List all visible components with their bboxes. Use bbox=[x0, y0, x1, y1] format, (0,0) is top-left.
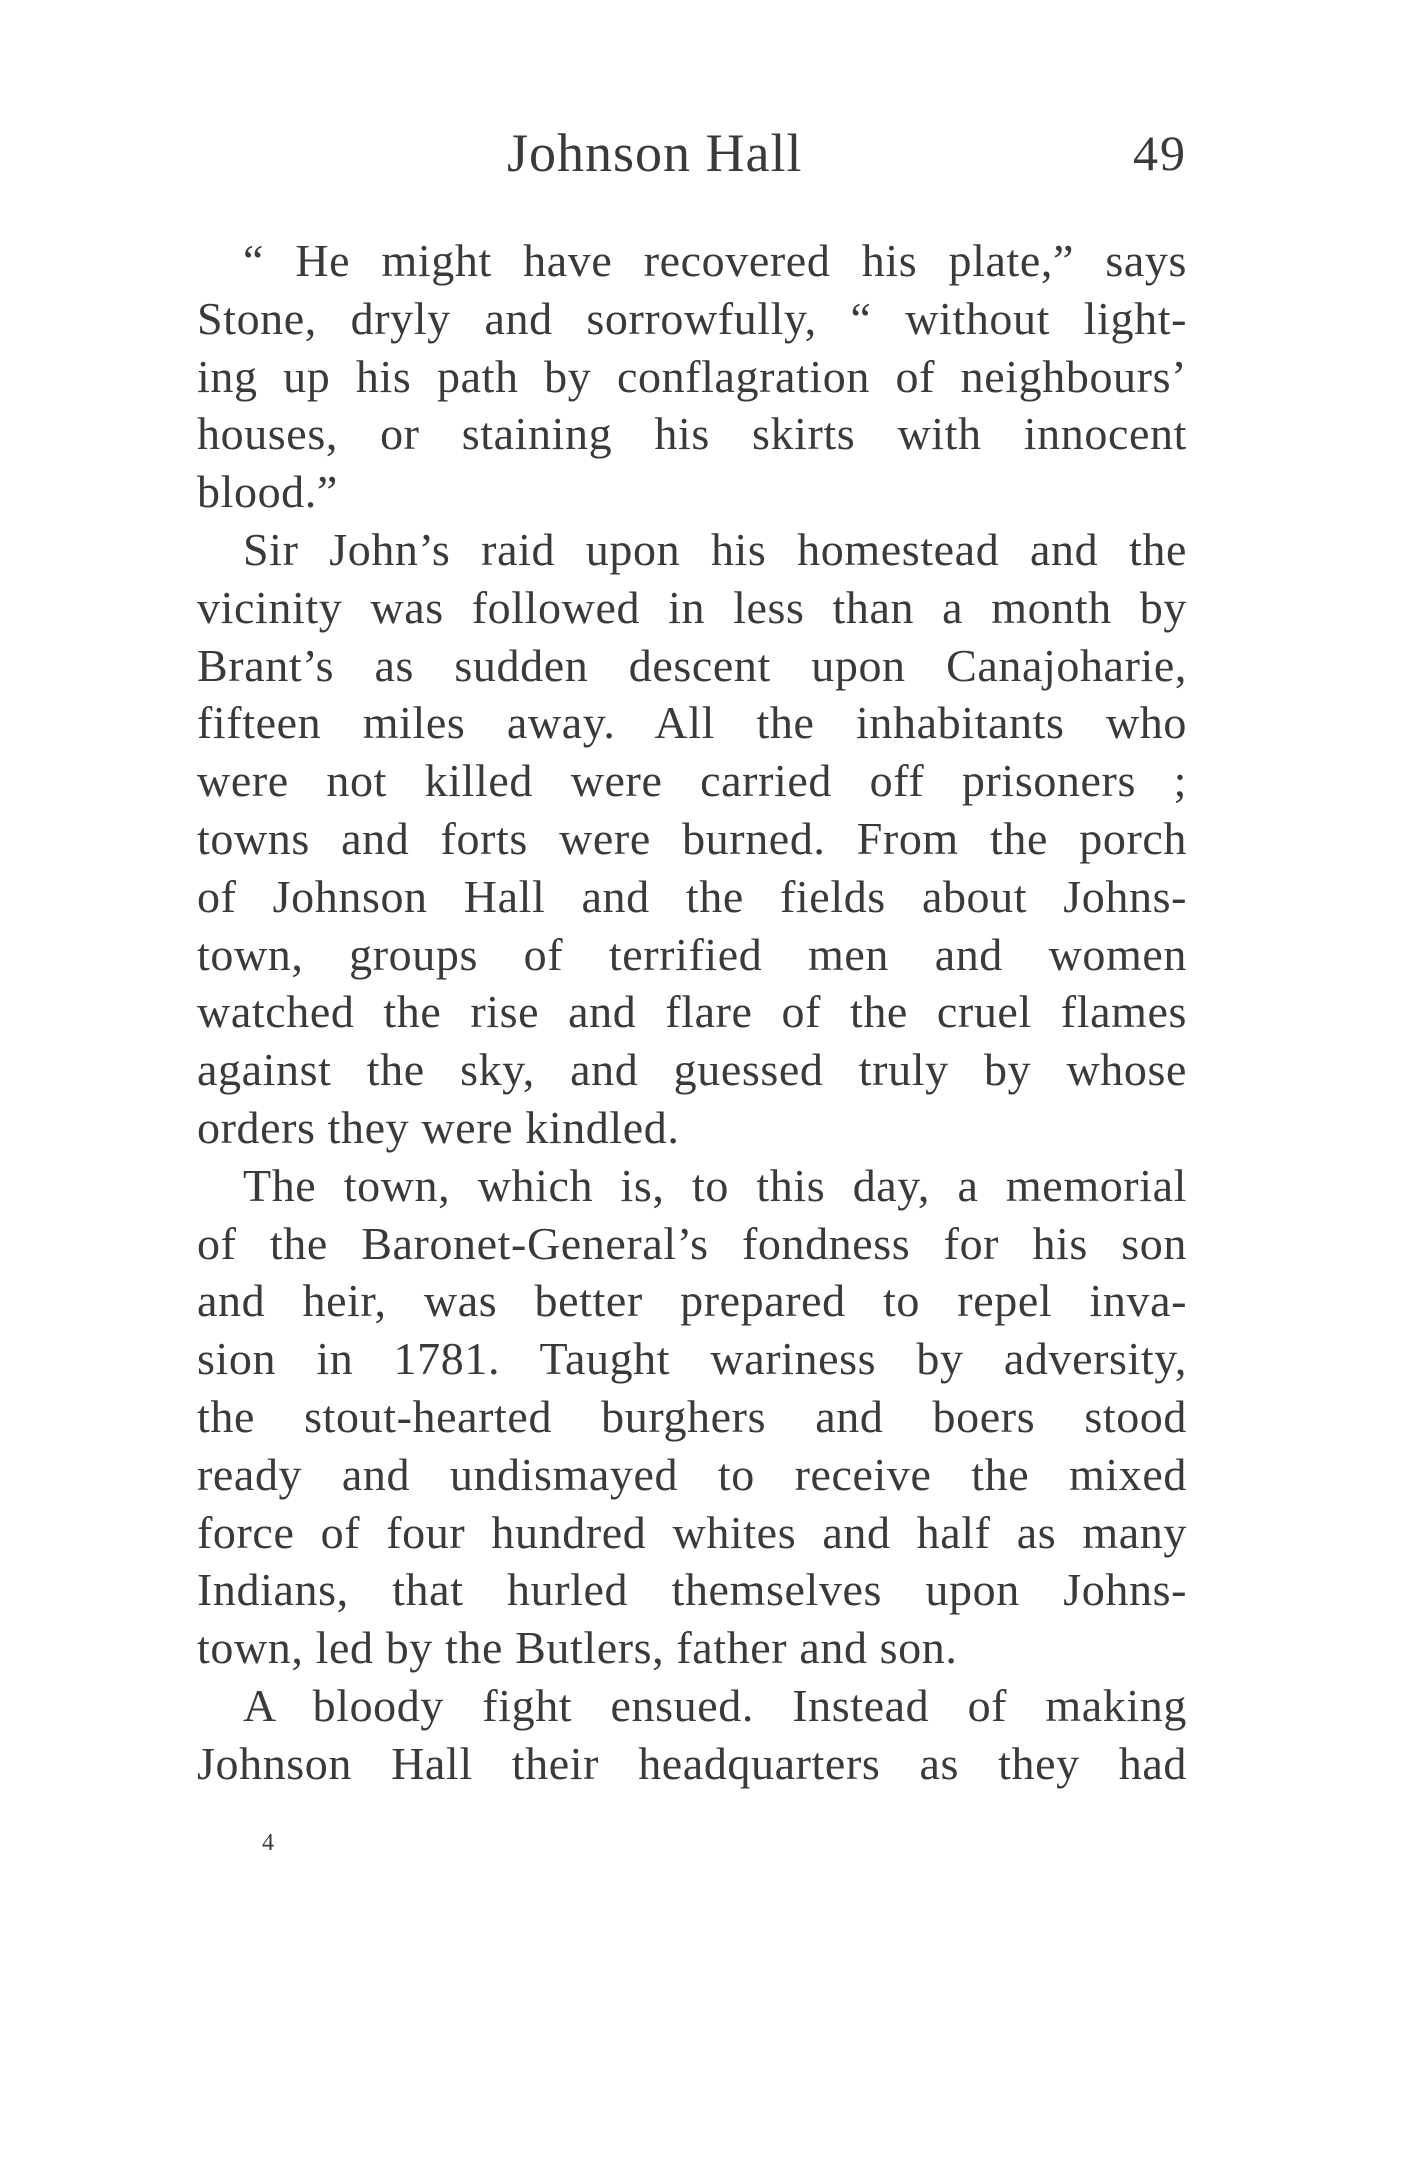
text-line: Johnson Hall their headquarters as they had bbox=[197, 1737, 1187, 1789]
text-line: The town, which is, to this day, a memorial bbox=[243, 1159, 1187, 1211]
text-line: ing up his path by conflagration of neighbours’ bbox=[197, 350, 1187, 402]
text-line: Sir John’s raid upon his homestead and the bbox=[243, 523, 1187, 575]
text-line: ready and undismayed to receive the mixed bbox=[197, 1448, 1187, 1500]
text-line: force of four hundred whites and half as many bbox=[197, 1506, 1187, 1558]
text-line: the stout-hearted burghers and boers stood bbox=[197, 1390, 1187, 1442]
text-line: houses, or staining his skirts with innocent bbox=[197, 408, 1187, 460]
text-line: town, led by the Butlers, father and son. bbox=[197, 1622, 958, 1674]
text-line: and heir, was better prepared to repel inva- bbox=[197, 1275, 1187, 1327]
page-number: 49 bbox=[1133, 125, 1187, 181]
signature-mark: 4 bbox=[262, 1830, 274, 1856]
text-line: orders they were kindled. bbox=[197, 1101, 680, 1153]
text-line: Indians, that hurled themselves upon Johns- bbox=[197, 1564, 1187, 1616]
running-title: Johnson Hall bbox=[507, 123, 803, 183]
text-line: were not killed were carried off prisoners ; bbox=[197, 755, 1187, 807]
text-line: fifteen miles away. All the inhabitants who bbox=[197, 697, 1187, 749]
text-line: watched the rise and flare of the cruel flames bbox=[197, 986, 1187, 1038]
text-line: towns and forts were burned. From the porch bbox=[197, 812, 1187, 864]
text-line: town, groups of terrified men and women bbox=[197, 928, 1187, 980]
text-line: blood.” bbox=[197, 466, 338, 518]
body-text bbox=[197, 232, 1187, 1793]
text-line: of Johnson Hall and the fields about Johns- bbox=[197, 870, 1187, 922]
running-head bbox=[197, 118, 1187, 188]
text-line: of the Baronet-General’s fondness for his son bbox=[197, 1217, 1187, 1269]
text-line: A bloody fight ensued. Instead of making bbox=[243, 1679, 1187, 1731]
text-line: Stone, dryly and sorrowfully, “ without light- bbox=[197, 292, 1187, 344]
text-line: vicinity was followed in less than a month by bbox=[197, 581, 1187, 633]
text-line: “ He might have recovered his plate,” says bbox=[243, 235, 1187, 286]
text-line: sion in 1781. Taught wariness by adversity, bbox=[197, 1333, 1187, 1385]
text-line: Brant’s as sudden descent upon Canajoharie, bbox=[197, 639, 1187, 691]
text-line: against the sky, and guessed truly by whose bbox=[197, 1044, 1187, 1096]
